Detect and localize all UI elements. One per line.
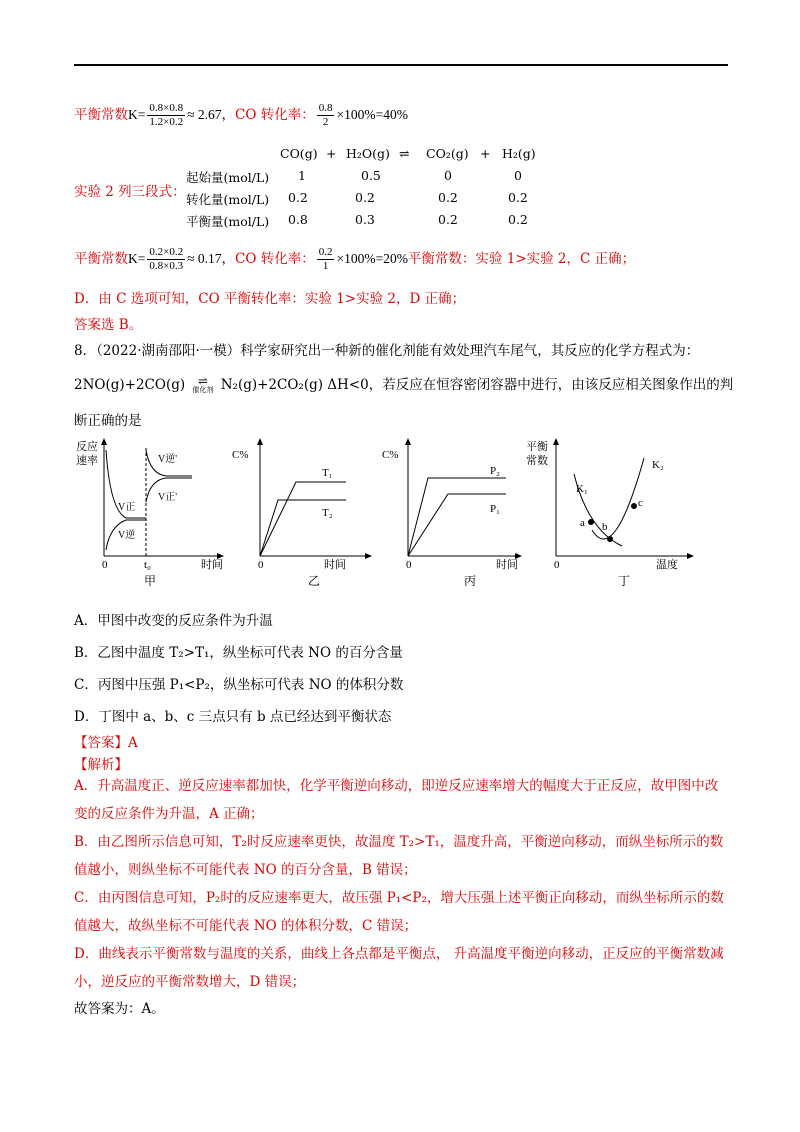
calc2-k-fraction bbox=[147, 246, 185, 273]
analysis-b: B．由乙图所示信息可知，T₂时反应速率更快，故温度 T₂>T₁，温度升高，平衡逆向移动，而纵坐标所示的数值越小，则纵坐标不可能代表 NO 的百分含量，B 错误； bbox=[74, 834, 724, 878]
calc2-conv-label: CO 转化率： bbox=[235, 251, 315, 267]
table-cell: 0.2 bbox=[438, 190, 458, 205]
chart-caption: 丙 bbox=[464, 574, 477, 588]
x-axis-arrow bbox=[365, 553, 372, 559]
table-cell: 0.2 bbox=[508, 212, 528, 227]
origin-label: 0 bbox=[554, 559, 560, 571]
calc1-conv-result: ×100%=40% bbox=[336, 107, 408, 122]
question-stem-end: 断正确的是 bbox=[74, 413, 142, 429]
table-row-name: 转化量(mol/L) bbox=[186, 192, 270, 207]
y-axis-arrow bbox=[405, 438, 411, 445]
calc1-k-result: ≈ 2.67， bbox=[187, 107, 236, 122]
table-cell: 0.2 bbox=[355, 190, 375, 205]
point-a bbox=[588, 519, 594, 525]
x-label: 温度 bbox=[656, 559, 678, 571]
table-cell: 0 bbox=[514, 168, 522, 183]
table-header-h2: H₂(g) bbox=[502, 146, 536, 161]
t2-label: T₂ bbox=[322, 507, 333, 519]
chart-yi bbox=[232, 438, 372, 592]
y-label: 常数 bbox=[526, 455, 548, 467]
calc2-k-num: 0.2×0.2 bbox=[149, 246, 184, 258]
calc1-conv-fraction bbox=[317, 102, 335, 129]
table-cell: 1 bbox=[298, 168, 306, 183]
point-c bbox=[631, 503, 637, 509]
equation-right: N₂(g)+2CO₂(g) ΔH<0 bbox=[220, 377, 369, 393]
table-cell: 0.3 bbox=[355, 212, 375, 227]
table-cell: 0.2 bbox=[508, 190, 528, 205]
y-label: 反应 bbox=[76, 441, 98, 453]
calc2-conv-result: ×100%=20% bbox=[336, 251, 408, 266]
calc2-k-den: 0.8×0.3 bbox=[149, 260, 184, 272]
p2-label: P₂ bbox=[490, 465, 500, 477]
calc2-line bbox=[74, 246, 635, 273]
chart-ding bbox=[526, 438, 696, 592]
three-stage-table bbox=[74, 146, 674, 236]
t1-line bbox=[260, 482, 346, 556]
chart-caption: 甲 bbox=[144, 574, 157, 588]
x-label: 时间 bbox=[324, 559, 346, 571]
table-cell: 0 bbox=[444, 168, 452, 183]
calc2-k-result: ≈ 0.17， bbox=[187, 251, 236, 266]
table-row-name: 平衡量(mol/L) bbox=[186, 214, 270, 229]
calc1-k-den: 1.2×0.2 bbox=[149, 116, 184, 128]
y-label: 平衡 bbox=[526, 441, 548, 453]
k1-label: K₁ bbox=[576, 483, 588, 495]
calc1-k-fraction bbox=[147, 102, 185, 129]
chart-bing bbox=[382, 438, 522, 592]
table-header-co2: CO₂(g) bbox=[426, 146, 469, 161]
option-c: C．丙图中压强 P₁<P₂，纵坐标可代表 NO 的体积分数 bbox=[74, 677, 404, 693]
table-row-name: 起始量(mol/L) bbox=[186, 170, 270, 185]
analysis-d: D．曲线表示平衡常数与温度的关系，曲线上各点都是平衡点， 升高温度平衡逆向移动，正反应的平衡常数减小，逆反应的平衡常数增大，D 错误； bbox=[74, 946, 724, 990]
catalyst-condition: 催化剂 bbox=[192, 385, 214, 394]
t0-label: t₀ bbox=[144, 559, 151, 571]
table-header-plus1: + bbox=[326, 146, 337, 161]
answer: 【答案】A bbox=[74, 735, 138, 751]
y-axis-arrow bbox=[257, 438, 263, 445]
table-cell: 0.8 bbox=[288, 212, 308, 227]
y-label: C% bbox=[382, 449, 399, 461]
calc1-line bbox=[74, 102, 408, 129]
y-label: 速率 bbox=[76, 455, 98, 467]
conclusion: 故答案为：A。 bbox=[74, 1001, 165, 1017]
table-header-plus2: + bbox=[480, 146, 491, 161]
calc1-conv-num: 0.8 bbox=[318, 102, 333, 114]
chart-caption: 丁 bbox=[618, 574, 631, 588]
calc2-k-expr: K= bbox=[128, 251, 146, 266]
point-c-label: c bbox=[638, 497, 643, 509]
calc2-conv-den: 1 bbox=[322, 260, 329, 272]
equilibrium-arrow: ⇌ 催化剂 bbox=[192, 373, 214, 394]
y-axis-arrow bbox=[101, 438, 107, 445]
question-stem: 8．（2022·湖南邵阳·一模）科学家研究出一种新的催化剂能有效处理汽车尾气，其反应的化学方程式为： bbox=[74, 343, 700, 359]
t2-line bbox=[260, 500, 346, 556]
x-label: 时间 bbox=[496, 559, 518, 571]
table-cell: 0.2 bbox=[288, 190, 308, 205]
x-axis-arrow bbox=[687, 553, 694, 559]
v-ni2-label: V逆' bbox=[158, 454, 178, 465]
point-a-label: a bbox=[580, 517, 585, 529]
table-header-equilibrium: ⇌ bbox=[399, 146, 410, 161]
k2-curve bbox=[592, 458, 644, 539]
analysis-label: 【解析】 bbox=[74, 757, 128, 773]
calc1-k-expr: K= bbox=[128, 107, 146, 122]
origin-label: 0 bbox=[258, 559, 264, 571]
chart-caption: 乙 bbox=[308, 574, 321, 588]
calc1-conv-den: 2 bbox=[322, 116, 329, 128]
v-zheng2-label: V正' bbox=[158, 492, 178, 503]
calc1-k-label: 平衡常数 bbox=[74, 107, 128, 123]
v-ni-label: V逆 bbox=[118, 530, 136, 541]
k2-label: K₂ bbox=[652, 459, 664, 471]
option-a: A．甲图中改变的反应条件为升温 bbox=[74, 613, 273, 629]
table-header-h2o: H₂O(g) bbox=[346, 146, 390, 161]
origin-label: 0 bbox=[102, 559, 108, 571]
equation-left: 2NO(g)+2CO(g) bbox=[74, 377, 186, 393]
calc2-conv-num: 0.2 bbox=[318, 246, 333, 258]
calc2-k-label: 平衡常数 bbox=[74, 251, 128, 267]
option-d: D．丁图中 a、b、c 三点只有 b 点已经达到平衡状态 bbox=[74, 709, 392, 725]
x-label: 时间 bbox=[201, 559, 223, 571]
y-axis-arrow bbox=[553, 438, 559, 445]
table-cell: 0.5 bbox=[361, 168, 381, 183]
origin-label: 0 bbox=[406, 559, 412, 571]
p2-line bbox=[408, 478, 506, 556]
header-rule bbox=[74, 64, 728, 66]
chart-jia bbox=[74, 438, 224, 592]
analysis-a: A．升高温度正、逆反应速率都加快，化学平衡逆向移动，即逆反应速率增大的幅度大于正反应，故甲图中改变的反应条件为升温，A 正确； bbox=[74, 778, 719, 822]
table-cell: 0.2 bbox=[438, 212, 458, 227]
question-equation-line bbox=[74, 373, 734, 395]
calc2-tail: 平衡常数：实验 1>实验 2，C 正确； bbox=[407, 251, 636, 267]
calc1-k-num: 0.8×0.8 bbox=[149, 102, 184, 114]
question-stem-cont: ，若反应在恒容密闭容器中进行，由该反应相关图象作出的判 bbox=[368, 377, 734, 393]
point-b bbox=[607, 536, 613, 542]
option-b: B．乙图中温度 T₂>T₁，纵坐标可代表 NO 的百分含量 bbox=[74, 645, 403, 661]
point-b-label: b bbox=[602, 521, 608, 533]
table-label: 实验 2 列三段式： bbox=[74, 184, 186, 200]
y-label: C% bbox=[232, 449, 249, 461]
table-header-co: CO(g) bbox=[280, 146, 318, 161]
prev-answer: 答案选 B。 bbox=[74, 317, 143, 333]
calc2-conv-fraction bbox=[317, 246, 335, 273]
analysis-c: C．由丙图信息可知，P₂时的反应速率更大，故压强 P₁<P₂，增大压强上述平衡正向移动，而纵坐标所示的数值越大，故纵坐标不可能代表 NO 的体积分数，C 错误； bbox=[74, 890, 724, 934]
prev-option-d: D．由 C 选项可知，CO 平衡转化率：实验 1>实验 2，D 正确； bbox=[74, 291, 466, 307]
p1-label: P₁ bbox=[490, 503, 500, 515]
v-zheng-label: V正 bbox=[118, 502, 136, 513]
t1-label: T₁ bbox=[322, 467, 333, 479]
calc1-conv-label: CO 转化率： bbox=[235, 107, 315, 123]
